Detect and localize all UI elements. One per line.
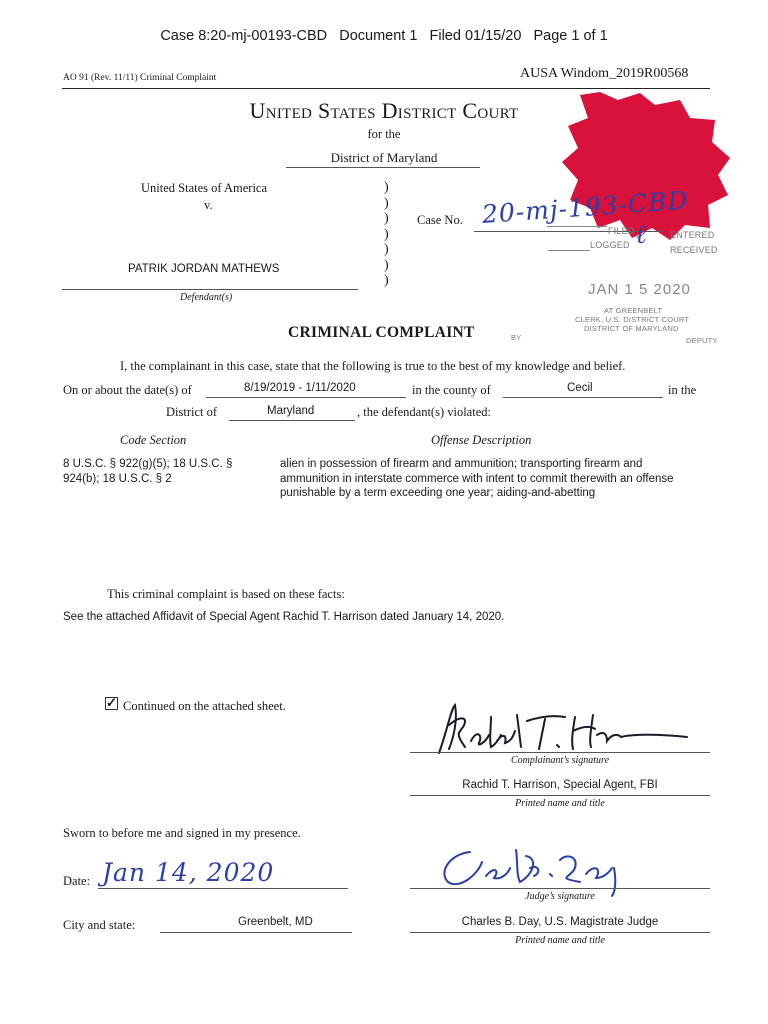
defendant-line (62, 289, 358, 290)
facts-text: See the attached Affidavit of Special Agent Rachid T. Harrison dated January 14, 2020. (63, 611, 505, 623)
city-state-label: City and state: (63, 918, 136, 932)
county-line (503, 397, 663, 398)
continued-label: Continued on the attached sheet. (123, 699, 286, 713)
complainant-printed-line (410, 795, 710, 796)
stamp-received: RECEIVED (670, 245, 718, 255)
facts-label: This criminal complaint is based on these facts: (107, 587, 345, 601)
for-the: for the (367, 127, 401, 141)
caption-parentheses: ) ) ) ) ) ) ) (384, 180, 389, 288)
document-title: CRIMINAL COMPLAINT (288, 324, 475, 341)
complainant-printed-name: Rachid T. Harrison, Special Agent, FBI (462, 779, 658, 791)
district-underline (286, 167, 480, 168)
continued-checkbox[interactable]: ✓ (106, 695, 117, 710)
judge-printed-line (410, 932, 710, 933)
case-header: Case 8:20-mj-00193-CBD Document 1 Filed 01/15/20 Page 1 of 1 (160, 28, 608, 44)
case-no-handwritten: 20-mj-193-CBD (480, 185, 690, 229)
header-rule (62, 88, 710, 89)
stamp-deputy: DEPUTY (686, 336, 718, 345)
district-value-line (229, 420, 355, 421)
city-state-line (160, 932, 352, 933)
violated-suffix: , the defendant(s) violated: (357, 405, 491, 419)
stamp-logged: LOGGED (590, 240, 630, 250)
code-section-header: Code Section (120, 433, 187, 447)
stamp-district: DISTRICT OF MARYLAND (584, 324, 679, 333)
city-state-value: Greenbelt, MD (238, 916, 313, 928)
court-name: United States District Court (249, 98, 519, 123)
versus: v. (204, 198, 213, 212)
offense-description-text: alien in possession of firearm and ammunition; transporting firearm and ammunition in interstate commerce with intent to commit therewith an offense punishable by a term exceeding one year; aiding-and-abetting (280, 458, 674, 499)
stamp-logged-line (548, 250, 590, 251)
stamp-at: AT GREENBELT (604, 306, 663, 315)
date-range-line (206, 397, 406, 398)
ausa-reference: AUSA Windom_2019R00568 (520, 66, 689, 81)
offense-description-header: Offense Description (431, 433, 532, 447)
form-id: AO 91 (Rev. 11/11) Criminal Complaint (63, 73, 217, 83)
in-the: in the (668, 383, 697, 397)
district-label: District of (166, 405, 218, 419)
complainant-signature-label: Complainant’s signature (510, 755, 610, 766)
stamp-by: BY (511, 333, 522, 342)
date-handwritten: Jan 14, 2020 (102, 858, 275, 887)
stamp-filed: FILED (608, 226, 635, 236)
date-range-prefix: On or about the date(s) of (63, 383, 192, 397)
defendant-name: PATRIK JORDAN MATHEWS (128, 263, 280, 275)
complainant-statement: I, the complainant in this case, state that the following is true to the best of my knowledge and belief. (120, 359, 626, 373)
stamp-filed-line (547, 226, 607, 227)
county-label: in the county of (412, 383, 491, 397)
complainant-signature-line (410, 752, 710, 753)
judge-signature (430, 838, 660, 898)
stamp-clerk: CLERK, U.S. DISTRICT COURT (575, 315, 690, 324)
date-label: Date: (63, 874, 91, 888)
stamp-date: JAN 1 5 2020 (588, 281, 691, 298)
judge-signature-line (410, 888, 710, 889)
plaintiff: United States of America (141, 181, 268, 195)
judge-signature-label: Judge’s signature (525, 891, 595, 902)
district-name: District of Maryland (330, 150, 438, 165)
defendant-label: Defendant(s) (180, 292, 233, 303)
code-section-text: 8 U.S.C. § 922(g)(5); 18 U.S.C. § 924(b); 18 U.S.C. § 2 (63, 458, 233, 485)
stamp-entered: ENTERED (670, 230, 715, 240)
case-no-label: Case No. (417, 213, 463, 227)
sworn-statement: Sworn to before me and signed in my presence. (63, 826, 301, 840)
date-range: 8/19/2019 - 1/11/2020 (244, 382, 356, 394)
complainant-printed-label: Printed name and title (515, 798, 605, 809)
date-line (98, 888, 348, 889)
judge-printed-label: Printed name and title (515, 935, 605, 946)
district-value: Maryland (267, 405, 315, 417)
county-value: Cecil (567, 382, 593, 394)
judge-printed-name: Charles B. Day, U.S. Magistrate Judge (461, 916, 659, 928)
stamp-initials: ℓ (636, 220, 648, 250)
